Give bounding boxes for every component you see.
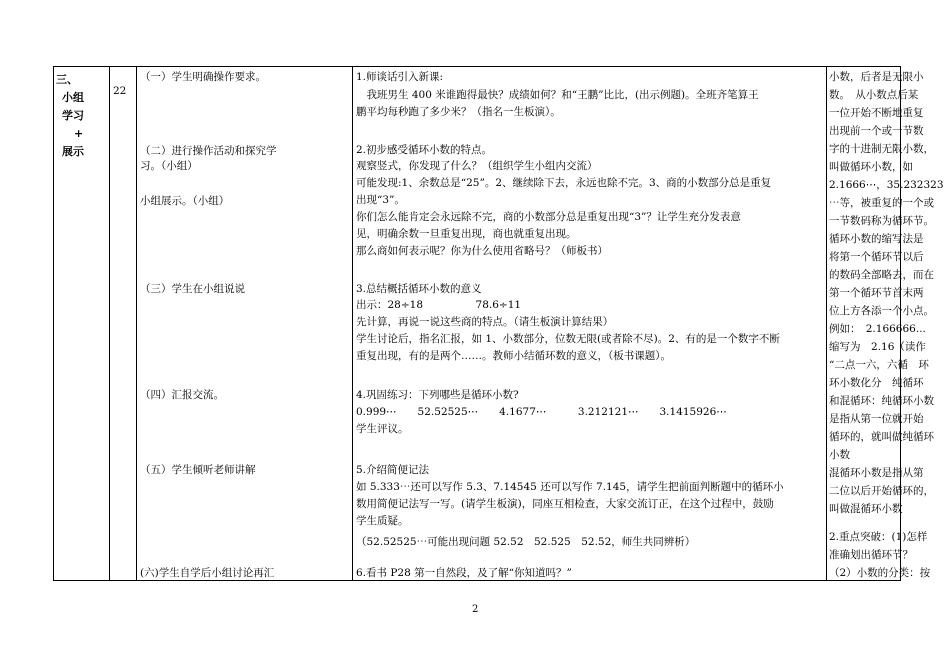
time-column <box>109 67 136 580</box>
note-line: ⋯等，被重复的一个或 <box>829 197 934 209</box>
student-activity-column <box>136 67 352 580</box>
minutes-value: 22 <box>113 85 127 97</box>
note-line: 一节数码称为循环节。 <box>829 215 934 227</box>
section-title-line: 小组 <box>62 91 84 104</box>
section-number: 三、 <box>56 73 78 86</box>
teacher-line: 5.介绍简便记法 <box>356 464 430 476</box>
note-line: 位上方各添一个小点。 <box>829 305 934 317</box>
note-line: 二位以后开始循环的， <box>829 485 934 497</box>
teacher-line: 0.999⋯ 52.52525⋯ 4.1677⋯ 3.212121⋯ 3.1415926⋯ <box>356 406 727 418</box>
note-line: 环小数化分 纯循环 <box>829 377 924 389</box>
teacher-line: 学生讨论后，指名汇报，如 1、小数部分，位数无限(或者除不尽)。2、有的是一个数字不断 <box>356 333 780 345</box>
note-line: 将第一个循环节以后 <box>829 251 924 263</box>
teacher-line: 你们怎么能肯定会永远除不完，商的小数部分总是重复出现“3”？让学生充分发表意 <box>356 211 741 223</box>
lesson-plan-table <box>53 66 944 581</box>
teacher-line: 学生质疑。 <box>356 515 409 527</box>
note-line: （2）小数的分类：按 <box>829 567 931 579</box>
teacher-line: 6.看书 P28 第一自然段，及了解“你知道吗？” <box>356 567 572 579</box>
note-line: 一位开始不断地重复 <box>829 107 924 119</box>
note-line: 的数码全部略去，而在 <box>829 269 934 281</box>
teacher-line: 见，明确余数一旦重复出现，商也就重复出现。 <box>356 228 577 240</box>
teacher-line: 可能发现:1、余数总是“25”。2、继续除下去，永远也除不完。3、商的小数部分总是重复 <box>356 177 772 189</box>
activity-item: (六)学生自学后小组讨论再汇 <box>140 567 275 579</box>
note-line: 小数，后者是无限小 <box>829 71 924 83</box>
teacher-line: 学生评议。 <box>356 423 409 435</box>
section-title-line: 学习 <box>62 109 84 122</box>
teacher-line: 先计算，再说一说这些商的特点。（请生板演计算结果） <box>356 316 614 328</box>
teacher-line: 如 5.333⋯还可以写作 5.3、7.14545 还可以写作 7.145，请学生把前面判断题中的循环小 <box>356 481 784 493</box>
teacher-line: 出现“3”。 <box>356 194 405 206</box>
teacher-line: 数用简便记法写一写。(请学生板演)，同座互相检查，大家交流订正，在这个过程中，鼓励 <box>356 498 774 510</box>
activity-item: （五）学生倾听老师讲解 <box>140 464 256 476</box>
note-line: 叫做循环小数，如 <box>829 161 913 173</box>
teacher-line: 1.师谈话引入新课: <box>356 71 444 83</box>
teacher-line: 2.初步感受循环小数的特点。 <box>356 144 493 156</box>
teacher-line: 重复出现，有的是两个……。教师小结循环数的意义，（板书课题）。 <box>356 350 671 362</box>
section-column <box>54 67 109 580</box>
note-line: “二点一六，六循 环 <box>829 359 929 371</box>
note-line: 缩写为 2.16（读作 <box>829 341 926 353</box>
section-title-line: 展示 <box>62 145 84 158</box>
note-line: 例如： 2.166666... <box>829 323 926 335</box>
note-line: 准确划出循环节？ <box>829 549 913 561</box>
activity-item: （三）学生在小组说说 <box>140 283 245 295</box>
note-line: 2.1666⋯，35.232323 <box>829 179 944 191</box>
teacher-line: （52.52525⋯可能出现问题 52.52 52.525 52.52，师生共同辨析） <box>356 536 696 548</box>
teacher-line: 鹏平均每秒跑了多少米？（指名一生板演）。 <box>356 106 561 118</box>
note-line: 数。 从小数点后某 <box>829 89 919 101</box>
teacher-line: 出示：28÷18 78.6÷11 <box>356 299 522 311</box>
activity-item: 习。（小组） <box>140 160 198 172</box>
activity-item: （四）汇报交流。 <box>140 389 224 401</box>
section-plus: + <box>74 127 84 140</box>
teacher-line: 4.巩固练习：下列哪些是循环小数? <box>356 389 519 401</box>
note-line: 循环小数的缩写法是 <box>829 233 924 245</box>
activity-item: （二）进行操作活动和探究学 <box>140 145 277 157</box>
teacher-line: 3.总结概括循环小数的意义 <box>356 283 482 295</box>
note-line: 是指从第一位就开始 <box>829 413 924 425</box>
note-line: 2.重点突破：(1)怎样 <box>829 531 928 543</box>
teacher-line: 那么商如何表示呢？你为什么使用省略号？（师板书） <box>356 245 608 257</box>
note-line: 循环的，就叫做纯循环 <box>829 431 934 443</box>
note-line: 字的十进制无限小数， <box>829 143 934 155</box>
teacher-line: 观察竖式，你发现了什么？（组织学生小组内交流） <box>356 160 598 172</box>
note-line: 混循环小数是指从第 <box>829 467 924 479</box>
activity-item: 小组展示。（小组） <box>140 195 230 207</box>
notes-column <box>826 67 944 580</box>
note-line: 和混循环：纯循环小数 <box>829 395 934 407</box>
note-line: 小数 <box>829 449 850 461</box>
teacher-line: 我班男生 400 米谁跑得最快？成绩如何？和“王鹏”比比，(出示例题)。全班齐笔算王 <box>356 89 759 101</box>
teacher-activity-column <box>352 67 826 580</box>
page-number: 2 <box>472 604 479 615</box>
activity-item: （一）学生明确操作要求。 <box>140 71 266 83</box>
note-line: 叫做混循环小数 <box>829 503 903 515</box>
note-line: 出现前一个或一节数 <box>829 125 924 137</box>
note-line: 第一个循环节首末两 <box>829 287 924 299</box>
